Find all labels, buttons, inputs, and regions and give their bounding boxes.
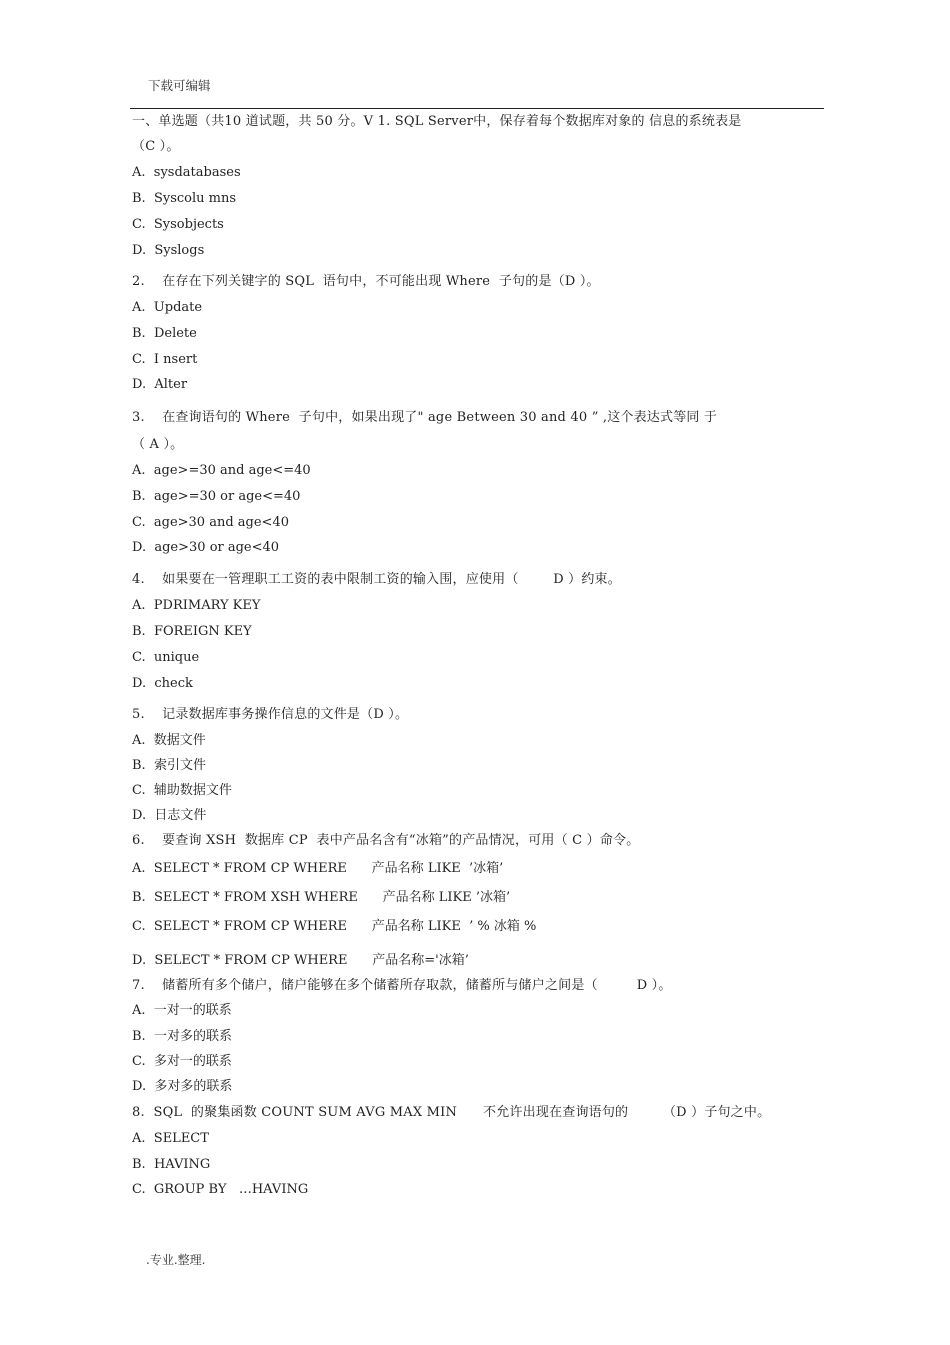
q2-option-a: A. Update [132,300,203,315]
q8-option-c: C. GROUP BY …HAVING [132,1182,309,1197]
q7-option-d: D. 多对多的联系 [132,1079,233,1094]
q7-option-a: A. 一对一的联系 [132,1003,232,1018]
question-3-answer-line: （ A ）。 [132,437,184,452]
q2-option-c: C. I nsert [132,352,198,367]
q8-option-b: B. HAVING [132,1157,211,1172]
q6-option-c: C. SELECT * FROM CP WHERE 产品名称 LIKE ’ % 冰箱 % [132,919,537,934]
q4-option-a: A. PDRIMARY KEY [132,598,261,613]
q3-option-d: D. age>30 or age<40 [132,540,280,555]
q4-option-d: D. check [132,676,193,691]
q5-option-a: A. 数据文件 [132,733,206,748]
q7-option-b: B. 一对多的联系 [132,1029,232,1044]
q1-option-d: D. Syslogs [132,243,205,258]
q1-option-a: A. sysdatabases [132,165,241,180]
q5-option-b: B. 索引文件 [132,758,206,773]
q6-option-a: A. SELECT * FROM CP WHERE 产品名称 LIKE ’冰箱’ [132,861,504,876]
page-header-note: 下载可编辑 [148,78,211,93]
q5-option-c: C. 辅助数据文件 [132,783,232,798]
question-5: 5. 记录数据库事务操作信息的文件是（D ）。 [132,707,409,722]
q1-option-b: B. Syscolu mns [132,191,237,206]
question-4: 4. 如果要在一管理职工工资的表中限制工资的输入围，应使用（ D ）约束。 [132,572,621,587]
question-8: 8. SQL 的聚集函数 COUNT SUM AVG MAX MIN 不允许出现在查询语句的 （D ）子句之中。 [132,1105,771,1120]
header-divider [130,108,824,109]
q2-option-b: B. Delete [132,326,197,341]
q7-option-c: C. 多对一的联系 [132,1054,232,1069]
q6-option-d: D. SELECT * FROM CP WHERE 产品名称='冰箱’ [132,953,469,968]
question-1-answer-line: （C ）。 [132,139,180,154]
q3-option-c: C. age>30 and age<40 [132,515,289,530]
q6-option-b: B. SELECT * FROM XSH WHERE 产品名称 LIKE ’冰箱’ [132,890,511,905]
q4-option-b: B. FOREIGN KEY [132,624,252,639]
q1-option-c: C. Sysobjects [132,217,224,232]
q2-option-d: D. Alter [132,377,188,392]
question-7: 7. 储蓄所有多个储户，储户能够在多个储蓄所存取款，储蓄所与储户之间是（ D ）。 [132,978,672,993]
q3-option-b: B. age>=30 or age<=40 [132,489,301,504]
question-3: 3. 在查询语句的 Where 子句中，如果出现了" age Between 30 and 40 ” ,这个表达式等同 于 [132,410,718,425]
question-2: 2. 在存在下列关键字的 SQL 语句中，不可能出现 Where 子句的是（D ）。 [132,274,600,289]
q3-option-a: A. age>=30 and age<=40 [132,463,311,478]
section-heading-question-1: 一、单选题（共10 道试题，共 50 分。V 1. SQL Server中，保存着每个数据库对象的 信息的系统表是 [132,114,742,129]
page-footer-note: .专业.整理. [146,1253,206,1267]
q4-option-c: C. unique [132,650,200,665]
q5-option-d: D. 日志文件 [132,808,207,823]
q8-option-a: A. SELECT [132,1131,209,1146]
question-6: 6. 要查询 XSH 数据库 CP 表中产品名含有“冰箱”的产品情况，可用（ C ）命令。 [132,833,640,848]
